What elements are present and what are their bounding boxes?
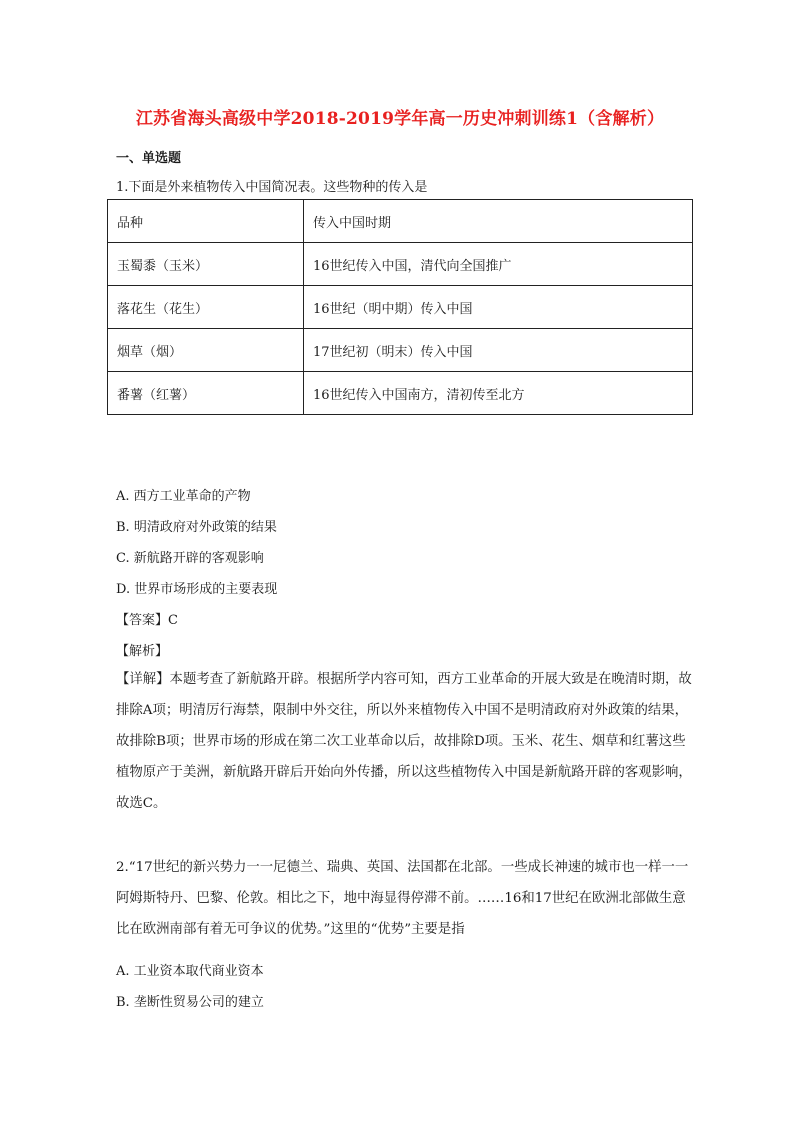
table-cell: 16世纪传入中国南方，清初传至北方 (304, 372, 693, 415)
section-heading: 一、单选题 (116, 151, 182, 166)
table-row (108, 329, 693, 372)
question-1-stem: 1.下面是外来植物传入中国简况表。这些物种的传入是 (116, 180, 428, 195)
question-1-option-d: D. 世界市场形成的主要表现 (116, 582, 278, 597)
table-cell: 17世纪初（明末）传入中国 (304, 329, 693, 372)
document-title: 江苏省海头高级中学2018-2019学年高一历史冲刺训练1（含解析） (135, 109, 665, 129)
table-header-cell: 传入中国时期 (304, 200, 693, 243)
question-2-option-b: B. 垄断性贸易公司的建立 (116, 995, 264, 1010)
question-2-stem: 2.“17世纪的新兴势力一一尼德兰、瑞典、英国、法国都在北部。一些成长神速的城市也一样一一阿姆斯特丹、巴黎、伦敦。相比之下，地中海显得停滞不前。……16和17世纪在欧洲北部做生意比在欧洲南部有着无可争议的优势。”这里的“优势”主要是指 (116, 860, 689, 937)
table-header-cell: 品种 (108, 200, 304, 243)
table-cell: 玉蜀黍（玉米） (108, 243, 304, 286)
table-cell: 烟草（烟） (108, 329, 304, 372)
question-1-analysis-label: 【解析】 (116, 644, 169, 659)
table-header-row (108, 200, 693, 243)
table-row (108, 372, 693, 415)
question-2-option-a: A. 工业资本取代商业资本 (116, 964, 264, 979)
table-cell: 16世纪传入中国，清代向全国推广 (304, 243, 693, 286)
question-1-answer: 【答案】C (116, 613, 178, 628)
question-1-option-b: B. 明清政府对外政策的结果 (116, 520, 277, 535)
table-row (108, 243, 693, 286)
question-1-explanation: 【详解】本题考查了新航路开辟。根据所学内容可知，西方工业革命的开展大致是在晚清时期，故排除A项；明清厉行海禁，限制中外交往，所以外来植物传入中国不是明清政府对外政策的结果，故排除B项；世界市场的形成在第二次工业革命以后，故排除D项。玉米、花生、烟草和红薯这些植物原产于美洲，新航路开辟后开始向外传播，所以这些植物传入中国是新航路开辟的客观影响，故选C。 (116, 672, 692, 811)
table-cell: 落花生（花生） (108, 286, 304, 329)
table-cell: 16世纪（明中期）传入中国 (304, 286, 693, 329)
plant-intro-table (107, 199, 693, 415)
table-row (108, 286, 693, 329)
table-cell: 番薯（红薯） (108, 372, 304, 415)
question-1-option-a: A. 西方工业革命的产物 (116, 489, 251, 504)
question-1-option-c: C. 新航路开辟的客观影响 (116, 551, 264, 566)
